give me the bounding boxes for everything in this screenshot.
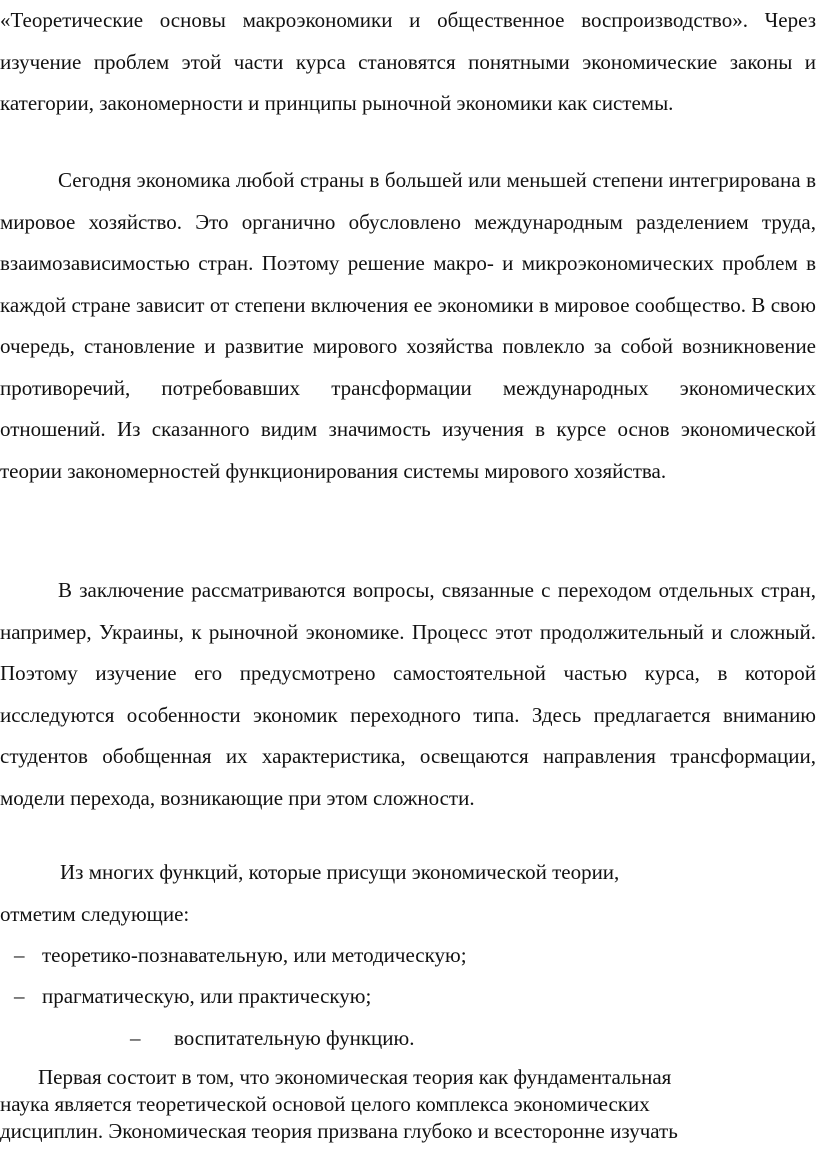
paragraph-functions-intro [0, 852, 816, 935]
list-item-text: теоретико-познавательную, или методическую; [42, 943, 467, 967]
dash-bullet: – [130, 1026, 141, 1050]
functions-intro-line-1: Из многих функций, которые присущи экономической теории, [60, 860, 620, 884]
paragraph-world-economy: Сегодня экономика любой страны в большей или меньшей степени интегрирована в мировое хозяйство. Это органично обусловлено международным разделением труда, взаимозависимостью стран. Поэтому решение макро- и микроэкономических проблем в каждой стране зависит от степени включения ее экономики в мировое сообщество. В свою очередь, становление и развитие мирового хозяйства повлекло за собой возникновение противоречий, потребовавших трансформации международных экономических отношений. Из сказанного видим значимость изучения в курсе основ экономической теории закономерностей функционирования системы мирового хозяйства. [0, 168, 816, 483]
final-paragraph-line: дисциплин. Экономическая теория призвана глубоко и всесторонне изучать [0, 1119, 678, 1143]
final-paragraph-line: наука является теоретической основой целого комплекса экономических [0, 1092, 650, 1116]
final-paragraph-line: Первая состоит в том, что экономическая теория как фундаментальная [38, 1065, 672, 1089]
list-item [14, 976, 371, 1018]
list-item [14, 935, 467, 977]
list-item-text: воспитательную функцию. [174, 1026, 415, 1050]
dash-bullet: – [14, 943, 25, 967]
list-item [130, 1018, 414, 1060]
paragraph-first-function [0, 1064, 780, 1145]
list-item-text: прагматическую, или практическую; [42, 984, 372, 1008]
paragraph-transition-economies: В заключение рассматриваются вопросы, связанные с переходом отдельных стран, например, Украины, к рыночной экономике. Процесс этот продолжительный и сложный. Поэтому изучение его предусмотрено самостоятельной частью курса, в которой исследуются особенности экономик переходного типа. Здесь предлагается вниманию студентов обобщенная их характеристика, освещаются направления трансформации, модели перехода, возникающие при этом сложности. [0, 578, 816, 810]
functions-intro-line-2: отметим следующие: [0, 901, 190, 926]
dash-bullet: – [14, 984, 25, 1008]
paragraph-macroeconomics-intro: «Теоретические основы макроэкономики и общественное воспроизводство». Через изучение проблем этой части курса становятся понятными экономические законы и категории, закономерности и принципы рыночной экономики как системы. [0, 8, 816, 115]
